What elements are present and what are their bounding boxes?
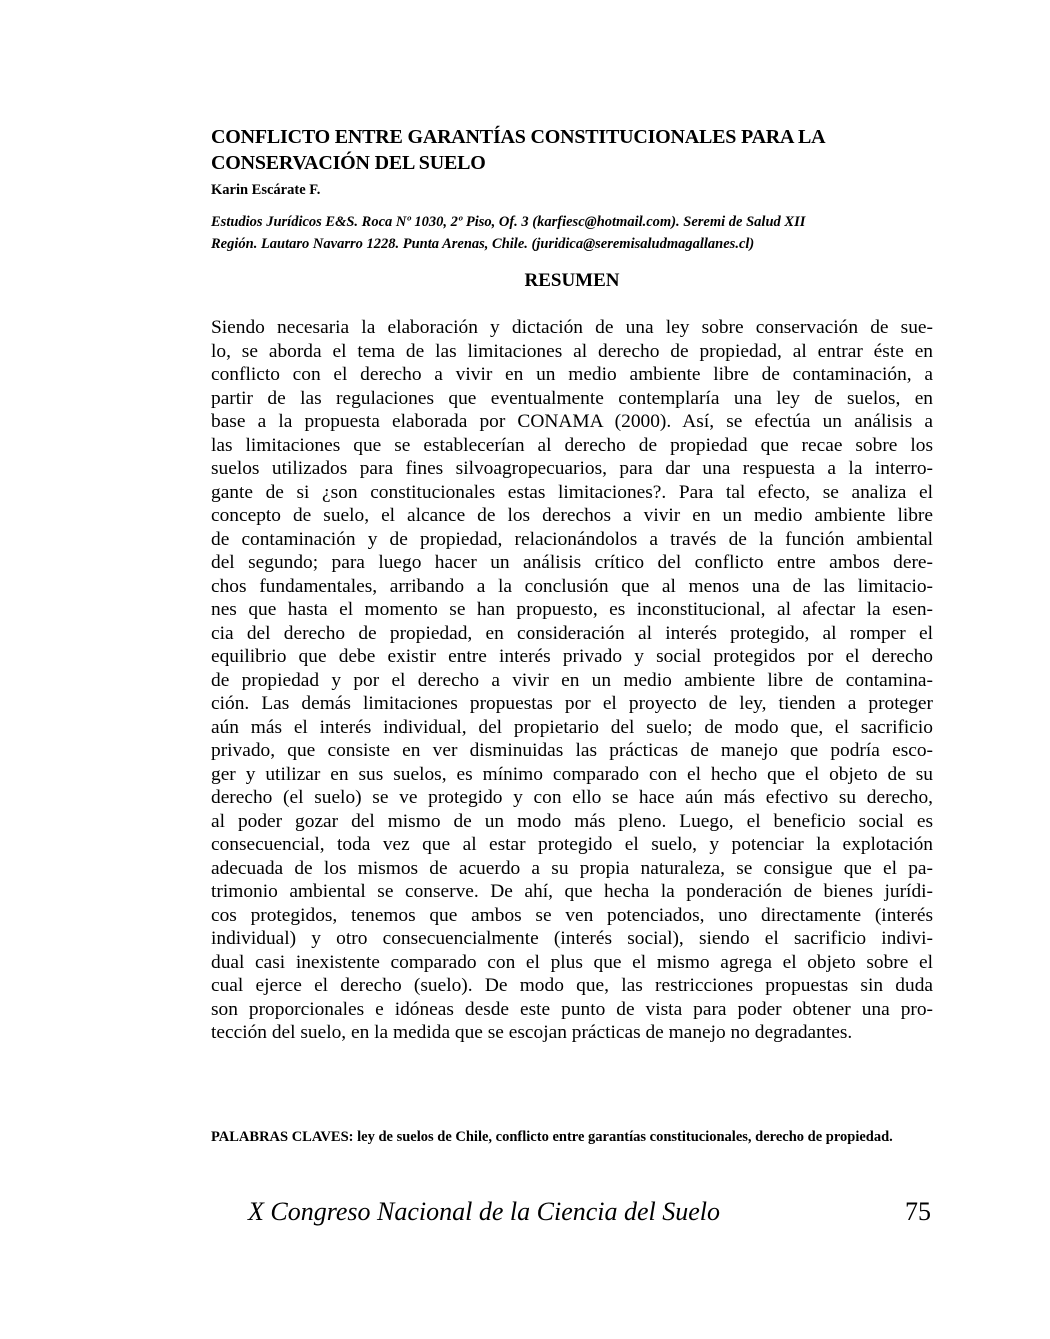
article-title [211,124,941,176]
title-line: CONSERVACIÓN DEL SUELO [211,152,486,174]
abstract-line: son proporcionales e idóneas desde este punto de vista para poder obtener una pro- [211,998,933,1020]
abstract-line: individual) y otro consecuencialmente (interés social), siendo el sacrificio indivi- [211,928,933,949]
abstract-line: cual ejerce el derecho (suelo). De modo que, las restricciones propuestas sin duda [211,975,933,996]
abstract-line: concepto de suelo, el alcance de los derechos a vivir en un medio ambiente libre [211,505,933,526]
abstract-line: trimonio ambiental se conserve. De ahí, que hecha la ponderación de bienes jurídi- [211,881,933,902]
abstract-line: conflicto con el derecho a vivir en un medio ambiente libre de contaminación, a [211,364,933,385]
title-line: CONFLICTO ENTRE GARANTÍAS CONSTITUCIONALES PARA LA [211,126,826,148]
abstract-line: de propiedad y por el derecho a vivir en un medio ambiente libre de contamina- [211,669,933,691]
abstract-line: cos protegidos, tenemos que ambos se ven potenciados, uno directamente (interés [211,904,933,926]
abstract-line: dual casi inexistente comparado con el plus que el mismo agrega el objeto sobre el [211,951,933,973]
keywords-label: PALABRAS CLAVES: [211,1129,354,1145]
abstract-line: consecuencial, toda vez que al estar protegido el suelo, y potenciar la explotación [211,834,933,855]
keywords [211,1127,933,1147]
affiliation-line: Estudios Jurídicos E&S. Roca Nº 1030, 2º Piso, Of. 3 (karfiesc@hotmail.com). Seremi de Salud XII [211,214,806,230]
abstract-line: del segundo; para luego hacer un análisis crítico del conflicto entre ambos dere- [211,552,933,573]
author-name: Karin Escárate F. [211,182,321,198]
abstract-line: adecuada de los mismos de acuerdo a su propia naturaleza, se consigue que el pa- [211,857,933,879]
page-number: 75 [905,1197,931,1226]
abstract-line: partir de las regulaciones que eventualmente contemplaría una ley de suelos, en [211,387,933,409]
abstract-line: nes que hasta el momento se han propuesto, es inconstitucional, al afectar la esen- [211,599,933,620]
abstract-line: privado, que consiste en ver disminuidas las prácticas de manejo que podría esco- [211,740,933,761]
abstract-line: de contaminación y de propiedad, relacionándolos a través de la función ambiental [211,528,933,550]
abstract-line: gante de si ¿son constitucionales estas limitaciones?. Para tal efecto, se analiza el [211,481,933,503]
abstract-line: ción. Las demás limitaciones propuestas por el proyecto de ley, tienden a proteger [211,693,933,714]
abstract-body [211,316,933,1045]
keywords-text: ley de suelos de Chile, conflicto entre garantías constitucionales, derecho de propiedad. [353,1129,893,1145]
abstract-line: Siendo necesaria la elaboración y dictación de una ley sobre conservación de sue- [211,317,933,338]
abstract-line: lo, se aborda el tema de las limitaciones al derecho de propiedad, al entrar éste en [211,340,933,362]
abstract-line: ger y utilizar en sus suelos, es mínimo comparado con el hecho que el objeto de su [211,763,933,785]
abstract-line: equilibrio que debe existir entre interés privado y social protegidos por el derecho [211,646,933,667]
abstract-line: las limitaciones que se establecerían al derecho de propiedad que recae sobre los [211,434,933,456]
abstract-line: base a la propuesta elaborada por CONAMA (2000). Así, se efectúa un análisis a [211,411,933,432]
abstract-line: al poder gozar del mismo de un modo más pleno. Luego, el beneficio social es [211,810,933,832]
footer-conference-title: X Congreso Nacional de la Ciencia del Suelo [248,1197,721,1226]
abstract-heading: RESUMEN [524,270,620,291]
abstract-line: suelos utilizados para fines silvoagropecuarios, para dar una respuesta a la interro- [211,458,933,479]
abstract-line: aún más el interés individual, del propietario del suelo; de modo que, el sacrificio [211,716,933,738]
abstract-line: tección del suelo, en la medida que se escojan prácticas de manejo no degradantes. [211,1022,853,1043]
author-affiliation [211,211,936,255]
abstract-line: chos fundamentales, arribando a la conclusión que al menos una de las limitacio- [211,575,933,597]
abstract-line: derecho (el suelo) se ve protegido y con ello se hace aún más efectivo su derecho, [211,787,933,808]
affiliation-line: Región. Lautaro Navarro 1228. Punta Arenas, Chile. (juridica@seremisaludmagallanes.cl) [211,236,755,252]
abstract-line: cia del derecho de propiedad, en consideración al interés protegido, al romper el [211,622,933,644]
